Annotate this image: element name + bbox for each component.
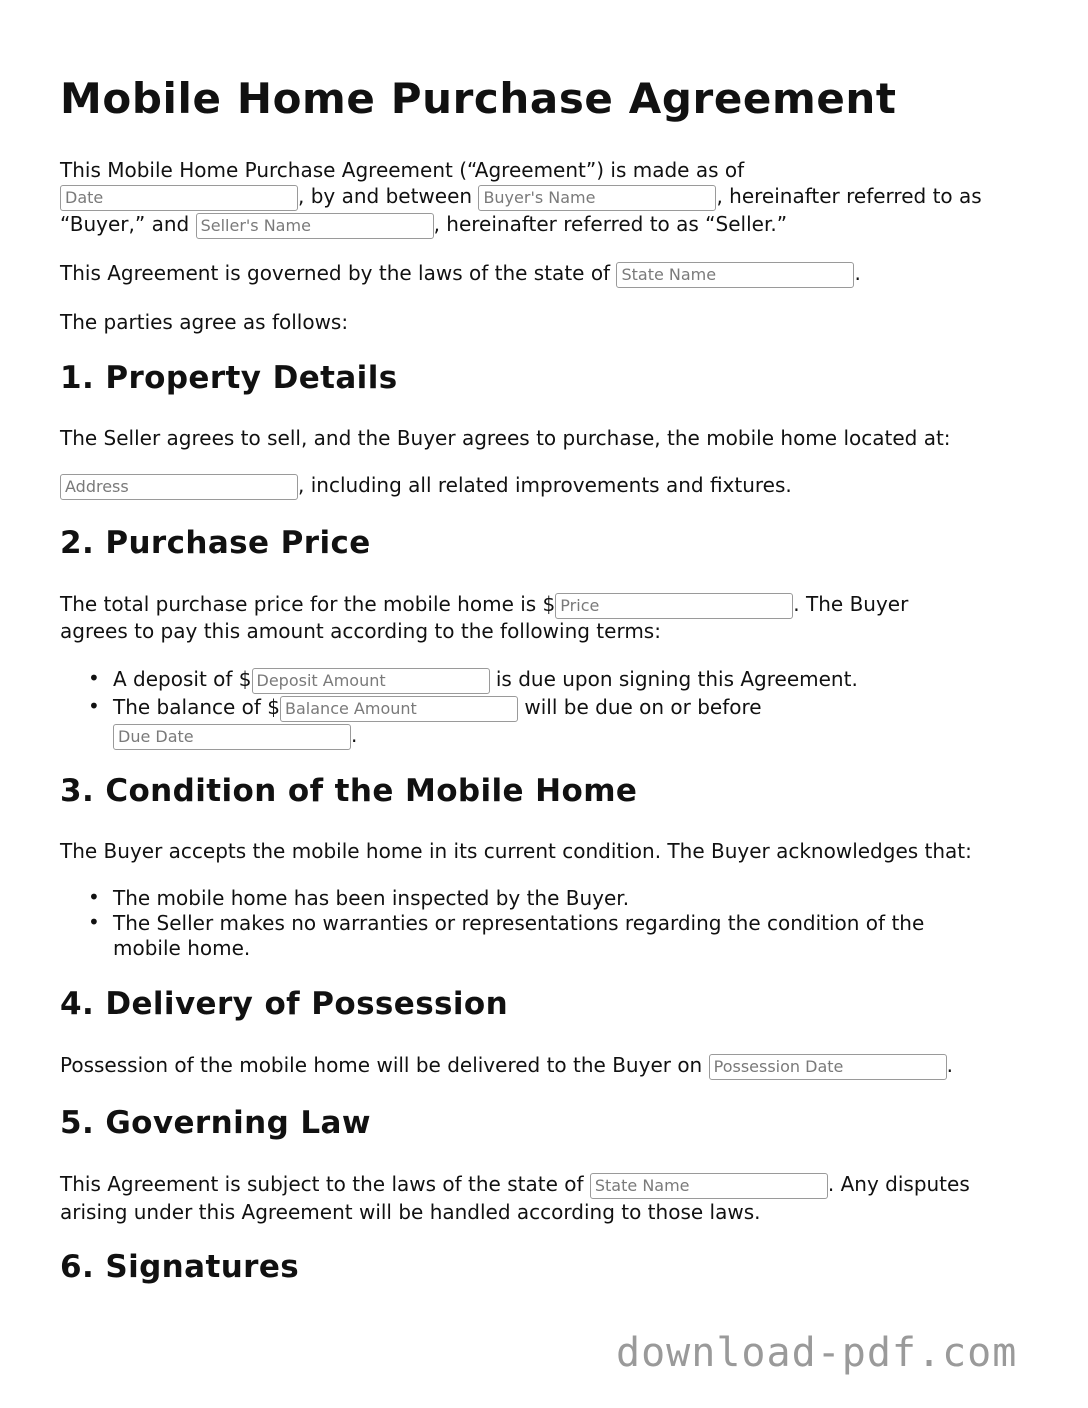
- address-line: [60, 472, 792, 500]
- date-field[interactable]: [60, 185, 298, 211]
- condition-text: The Buyer accepts the mobile home in its current condition. The Buyer acknowledges that:: [60, 839, 972, 863]
- section-1-heading: 1. Property Details: [60, 360, 398, 396]
- period: .: [854, 261, 861, 285]
- intro-text: , hereinafter referred to as: [716, 184, 982, 208]
- deposit-amount-field[interactable]: [252, 668, 490, 694]
- parties-agree-text: The parties agree as follows:: [60, 310, 349, 334]
- condition-bullet-text: The Seller makes no warranties or representations regarding the condition of the: [113, 911, 925, 935]
- governing-law-text: . Any disputes: [827, 1172, 970, 1196]
- section-5-heading: 5. Governing Law: [60, 1105, 371, 1141]
- deposit-text: is due upon signing this Agreement.: [495, 667, 858, 691]
- governed-text: This Agreement is governed by the laws of the state of: [60, 261, 611, 285]
- period: .: [351, 723, 358, 747]
- possession-paragraph: [60, 1052, 953, 1080]
- bullet-icon: •: [88, 666, 100, 690]
- due-date-line: [113, 722, 357, 750]
- period: .: [946, 1053, 953, 1077]
- price-text: . The Buyer: [793, 592, 909, 616]
- bullet-icon: •: [88, 885, 100, 909]
- price-line-1: [60, 591, 908, 619]
- price-text: The total purchase price for the mobile home is $: [60, 592, 556, 616]
- balance-amount-field[interactable]: [280, 696, 518, 722]
- condition-bullet-text: The mobile home has been inspected by the Buyer.: [113, 886, 630, 910]
- balance-text: The balance of $: [113, 695, 281, 719]
- intro-line-1: [60, 157, 744, 183]
- state-name-field[interactable]: [616, 262, 854, 288]
- intro-text: , by and between: [298, 184, 473, 208]
- bullet-icon: •: [88, 694, 100, 718]
- price-field[interactable]: [555, 593, 793, 619]
- possession-date-field[interactable]: [709, 1054, 947, 1080]
- balance-line: [113, 694, 762, 722]
- governing-law-line-1: [60, 1171, 970, 1199]
- intro-text: “Buyer,” and: [60, 212, 190, 236]
- section-6-heading: 6. Signatures: [60, 1249, 300, 1285]
- state-name-field-2[interactable]: [590, 1173, 828, 1199]
- watermark: download-pdf.com: [616, 1330, 1018, 1376]
- due-date-field[interactable]: [113, 724, 351, 750]
- section-2-heading: 2. Purchase Price: [60, 525, 371, 561]
- balance-text: will be due on or before: [524, 695, 762, 719]
- seller-name-field[interactable]: [196, 213, 434, 239]
- address-suffix-text: , including all related improvements and fixtures.: [298, 473, 792, 497]
- intro-line-2: [60, 183, 982, 211]
- intro-text: This Mobile Home Purchase Agreement (“Agreement”) is made as of: [60, 158, 745, 182]
- price-line-2: agrees to pay this amount according to the following terms:: [60, 619, 661, 643]
- buyer-name-field[interactable]: [478, 185, 716, 211]
- governing-law-text: This Agreement is subject to the laws of the state of: [60, 1172, 584, 1196]
- address-field[interactable]: [60, 474, 298, 500]
- intro-line-3: [60, 211, 787, 239]
- section-4-heading: 4. Delivery of Possession: [60, 986, 509, 1022]
- bullet-icon: •: [88, 910, 100, 934]
- possession-text: Possession of the mobile home will be delivered to the Buyer on: [60, 1053, 703, 1077]
- page-title: Mobile Home Purchase Agreement: [60, 74, 897, 123]
- property-text: The Seller agrees to sell, and the Buyer agrees to purchase, the mobile home located at:: [60, 426, 951, 450]
- deposit-text: A deposit of $: [113, 667, 252, 691]
- governed-paragraph: [60, 260, 861, 288]
- intro-text: , hereinafter referred to as “Seller.”: [433, 212, 788, 236]
- governing-law-line-2: arising under this Agreement will be handled according to those laws.: [60, 1200, 761, 1224]
- deposit-line: [113, 666, 858, 694]
- condition-bullet-text: mobile home.: [113, 936, 251, 960]
- section-3-heading: 3. Condition of the Mobile Home: [60, 773, 638, 809]
